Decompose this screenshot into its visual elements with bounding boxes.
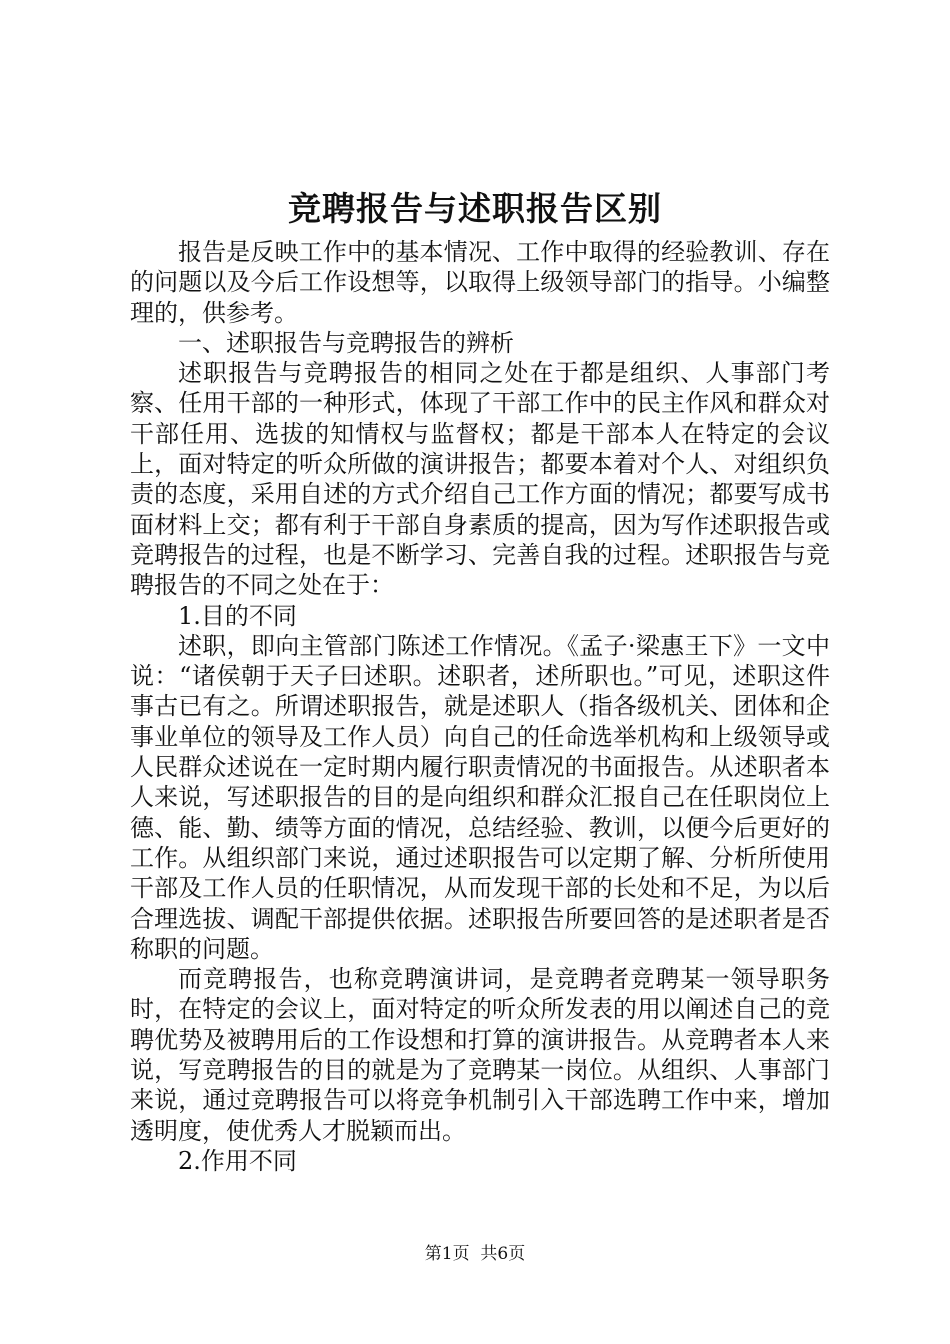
page-footer [0, 1242, 950, 1266]
paragraph-intro: 报告是反映工作中的基本情况、工作中取得的经验教训、存在的问题以及今后工作设想等，以取得上级领导部门的指导。小编整理的，供参考。 [130, 238, 830, 327]
subheading-purpose: 1.目的不同 [178, 601, 297, 630]
paragraph-competition-report: 而竞聘报告，也称竞聘演讲词，是竞聘者竞聘某一领导职务时，在特定的会议上，面对特定的听众所发表的用以阐述自己的竞聘优势及被聘用后的工作设想和打算的演讲报告。从竞聘者本人来说，写竞聘报告的目的就是为了竞聘某一岗位。从组织、人事部门来说，通过竞聘报告可以将竞争机制引入干部选聘工作中来，增加透明度，使优秀人才脱颖而出。 [130, 965, 830, 1145]
page-number: 第1页 [424, 1244, 470, 1264]
document-body [130, 237, 830, 1176]
paragraph-report-duty: 述职，即向主管部门陈述工作情况。《孟子·梁惠王下》一文中说：“诸侯朝于天子曰述职。述职者，述所职也。”可见，述职这件事古已有之。所谓述职报告，就是述职人（指各级机关、团体和企事业单位的领导及工作人员）向自己的任命选举机构和上级领导或人民群众述说在一定时期内履行职责情况的书面报告。从述职者本人来说，写述职报告的目的是向组织和群众汇报自己在任职岗位上德、能、勤、绩等方面的情况，总结经验、教训，以便今后更好的工作。从组织部门来说，通过述职报告可以定期了解、分析所使用干部及工作人员的任职情况，从而发现干部的长处和不足，为以后合理选拔、调配干部提供依据。述职报告所要回答的是述职者是否称职的问题。 [130, 631, 830, 963]
document-title: 竞聘报告与述职报告区别 [288, 189, 662, 228]
page-total: 共6页 [480, 1244, 526, 1264]
section-heading-1: 一、述职报告与竞聘报告的辨析 [178, 328, 514, 357]
paragraph-similarities: 述职报告与竞聘报告的相同之处在于都是组织、人事部门考察、任用干部的一种形式，体现了干部工作中的民主作风和群众对干部任用、选拔的知情权与监督权；都是干部本人在特定的会议上，面对特定的听众所做的演讲报告；都要本着对个人、对组织负责的态度，采用自述的方式介绍自己工作方面的情况；都要写成书面材料上交；都有利于干部自身素质的提高，因为写作述职报告或竞聘报告的过程，也是不断学习、完善自我的过程。述职报告与竞聘报告的不同之处在于： [130, 359, 830, 600]
subheading-function: 2.作用不同 [178, 1146, 297, 1175]
